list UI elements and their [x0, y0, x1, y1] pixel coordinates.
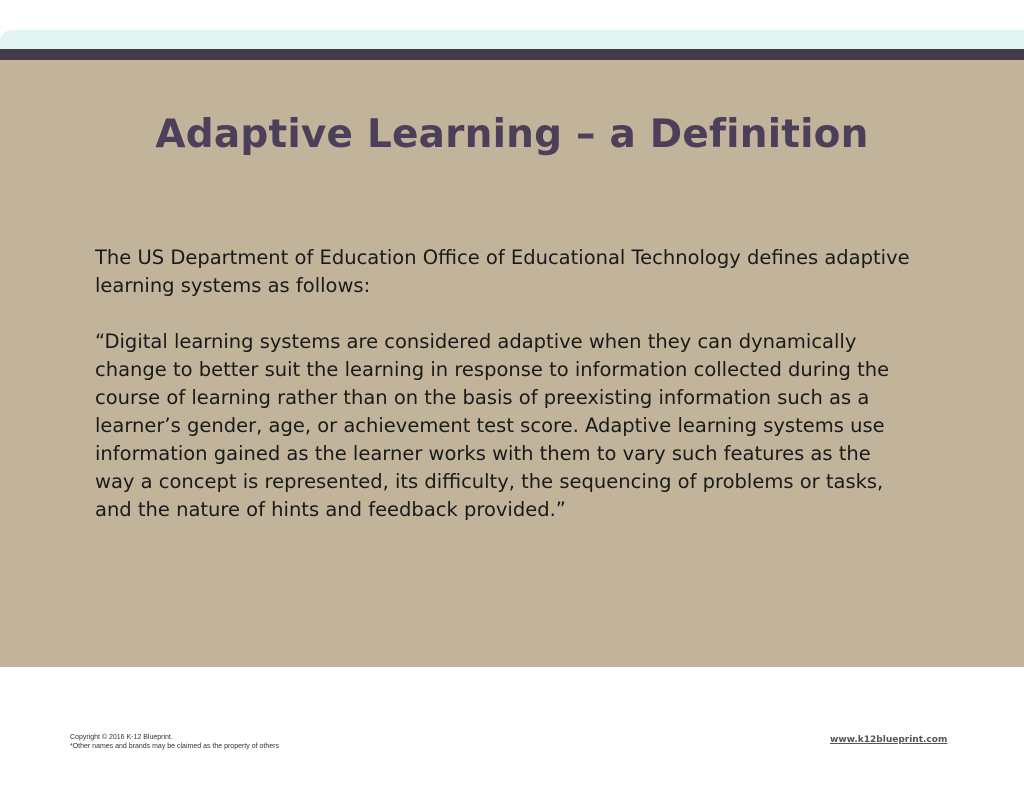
trademark-disclaimer: *Other names and brands may be claimed as the property of others	[70, 743, 279, 750]
slide-title: Adaptive Learning – a Definition	[155, 112, 869, 157]
header-divider-bar	[0, 49, 1024, 60]
copyright-text: Copyright © 2016 K-12 Blueprint.	[70, 734, 173, 741]
website-link[interactable]: www.k12blueprint.com	[830, 735, 948, 745]
intro-paragraph: The US Department of Education Office of Educational Technology defines adaptive learning systems as follows:	[95, 246, 910, 297]
footer-copyright-block	[70, 733, 279, 751]
top-accent-band	[0, 30, 1024, 49]
definition-quote: “Digital learning systems are considered adaptive when they can dynamically change to better suit the learning in response to information collected during the course of learning rather than on the basis of preexisting information such as a learner’s gender, age, or achievement test score. Adaptive learning systems use information gained as the learner works with them to vary such features as the way a concept is represented, its difficulty, the sequencing of problems or tasks, and the nature of hints and feedback provided.”	[95, 330, 890, 521]
